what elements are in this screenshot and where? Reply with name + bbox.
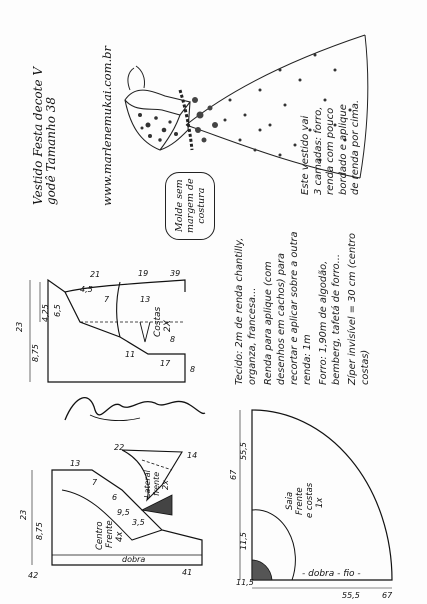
materials-list [233,225,372,385]
front-label-centro: Centro [95,521,105,550]
material-zipper: Zíper invisível = 30 cm (centro costas) [347,232,371,385]
side-label-qty: 2x [161,480,170,490]
website-url: www.marlenemukai.com.br [100,45,114,206]
pattern-title [32,67,58,205]
skirt-measure-115-bottom: 11,5 [236,578,254,587]
back-measure-45: 4,5 [80,285,93,294]
back-measure-19: 19 [138,269,149,278]
front-measure-7: 7 [92,478,98,487]
title-line-2: godê Tamanho 38 [44,96,58,205]
front-measure-42: 42 [28,571,39,580]
front-measure-13: 13 [70,459,81,468]
back-measure-17: 17 [160,359,171,368]
back-measure-7: 7 [104,295,110,304]
side-label-frente: frente [152,471,161,496]
material-lining: Forro: 1,90m de algodão, bemberg, tafetá de forro... [318,254,342,385]
back-label-qty: 2X [163,320,173,332]
back-measure-39: 39 [170,269,181,278]
seam-note-line-1: Molde sem [174,179,185,233]
back-measure-875: 8,75 [31,344,40,362]
back-measure-23: 23 [15,321,24,332]
back-measure-8b: 8 [190,365,196,374]
back-label-costas: Costas [153,306,163,337]
lining-note-line-2: 3 camadas: forro, [312,106,324,195]
back-measure-11: 11 [125,350,136,359]
lining-note [300,100,363,195]
side-label-lateral: Lateral [143,470,152,498]
skirt-label-costas: e costas [305,482,315,518]
seam-note [174,178,207,233]
front-fold-label: dobra [122,555,146,564]
lining-note-line-3: renda com pouco [325,107,336,195]
front-measure-14: 14 [187,451,198,460]
seam-note-line-3: costura [196,187,207,224]
seam-note-line-2: margem de [185,178,196,233]
skirt-measure-67-side: 67 [229,469,238,480]
material-applique: Renda para aplique (com desenhos em cachos) para recortar e aplicar sobre a outra renda: 1m [263,231,313,385]
back-measure-13: 13 [140,295,151,304]
front-label-qty: 4x [115,531,125,542]
front-measure-23: 23 [19,509,28,520]
front-measure-875: 8,75 [35,522,44,540]
skirt-measure-555-side: 55,5 [239,442,248,460]
skirt-label-saia: Saia [285,491,295,510]
skirt-measure-115-side: 11,5 [239,532,248,550]
back-measure-65: 6,5 [53,304,62,317]
front-measure-22: 22 [114,443,125,452]
skirt-label-frente: Frente [295,487,305,515]
front-label-frente: Frente [105,520,115,548]
back-measure-8a: 8 [170,335,176,344]
back-measure-21: 21 [90,270,101,279]
signature [60,385,210,435]
front-pattern-piece [19,430,212,580]
skirt-label-qty: 1x [315,497,325,508]
skirt-fold-label: - dobra - fio - [302,569,361,579]
lining-note-line-4: bordado e aplique [337,104,349,195]
material-fabric: Tecido: 2m de renda chantilly, organza, francesa... [234,237,258,385]
front-measure-41: 41 [182,568,193,577]
skirt-pattern-piece [229,400,407,600]
front-measure-35: 3,5 [132,518,145,527]
skirt-measure-67-bottom: 67 [382,591,393,600]
skirt-measure-555-bottom: 55,5 [342,591,360,600]
seam-note-box [165,172,215,240]
title-line-1: Vestido Festa decote V [31,66,45,205]
back-measure-425: 4,25 [41,304,50,322]
lining-note-line-1: Este vestido vai [300,115,311,195]
front-measure-95: 9,5 [117,508,130,517]
front-measure-6: 6 [112,493,118,502]
lining-note-line-5: de renda por cima. [350,99,361,195]
back-pattern-piece [15,262,196,397]
